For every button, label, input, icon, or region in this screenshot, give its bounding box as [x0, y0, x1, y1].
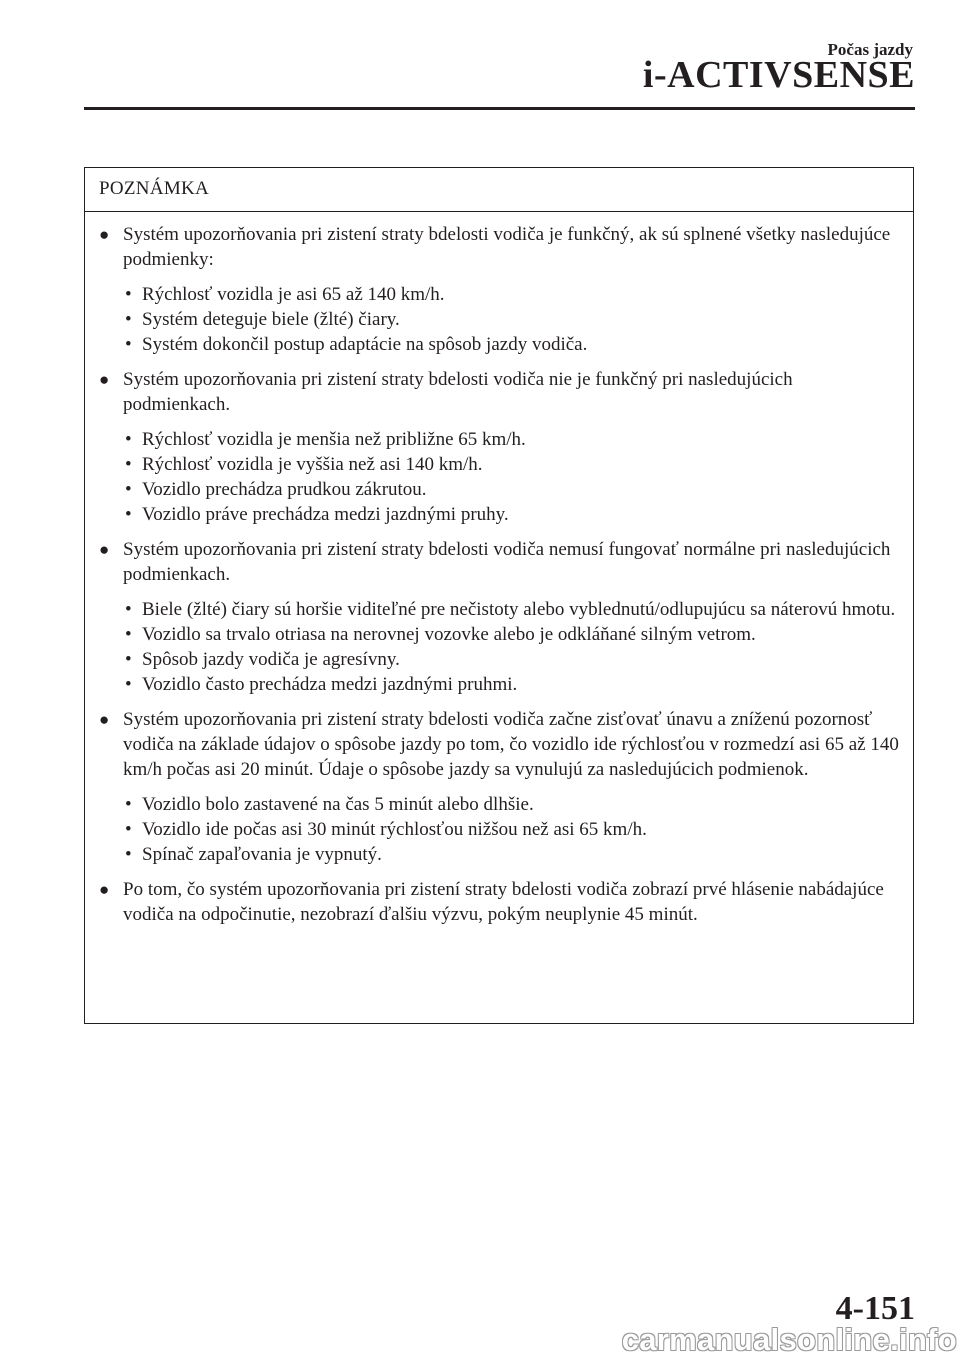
list-item-text: Spôsob jazdy vodiča je agresívny.	[142, 649, 400, 670]
note-heading: POZNÁMKA	[85, 168, 913, 212]
note-item	[99, 707, 899, 867]
bullet-dot-icon: •	[125, 819, 132, 840]
note-box	[84, 167, 914, 1024]
list-item-text: Rýchlosť vozidla je asi 65 až 140 km/h.	[142, 284, 445, 305]
list-item	[123, 792, 899, 817]
note-item-text: Systém upozorňovania pri zistení straty bdelosti vodiča je funkčný, ak sú splnené všetky nasledujúce podmienky:	[123, 224, 891, 270]
bullet-dot-icon: •	[125, 599, 132, 620]
bullet-dot-icon: •	[125, 429, 132, 450]
bullet-dot-icon: •	[125, 649, 132, 670]
list-item-text: Systém dokončil postup adaptácie na spôsob jazdy vodiča.	[142, 334, 588, 355]
list-item-text: Vozidlo bolo zastavené na čas 5 minút alebo dlhšie.	[142, 794, 534, 815]
list-item	[123, 332, 899, 357]
list-item-text: Systém deteguje biele (žlté) čiary.	[142, 309, 400, 330]
note-item-text: Systém upozorňovania pri zistení straty bdelosti vodiča nie je funkčný pri nasledujúcich podmienkach.	[123, 369, 793, 415]
list-item	[123, 817, 899, 842]
list-item-text: Rýchlosť vozidla je vyššia než asi 140 km/h.	[142, 454, 483, 475]
list-item	[123, 597, 899, 622]
note-body	[85, 212, 913, 927]
list-item	[123, 622, 899, 647]
section-title: Počas jazdy	[827, 40, 913, 59]
bullet-dot-icon: •	[125, 334, 132, 355]
note-item	[99, 222, 899, 357]
note-item-text: Po tom, čo systém upozorňovania pri zistení straty bdelosti vodiča zobrazí prvé hlásenie nabádajúce vodiča na odpočinutie, nezobrazí ďalšiu výzvu, pokým neuplynie 45 minút.	[123, 879, 884, 925]
chapter-title: i-ACTIVSENSE	[642, 54, 915, 96]
list-item	[123, 477, 899, 502]
note-item	[99, 877, 899, 927]
list-item	[123, 452, 899, 477]
list-item-text: Vozidlo sa trvalo otriasa na nerovnej vozovke alebo je odkláňané silným vetrom.	[142, 624, 756, 645]
bullet-icon: ●	[99, 370, 110, 389]
list-item	[123, 647, 899, 672]
bullet-dot-icon: •	[125, 794, 132, 815]
note-item	[99, 367, 899, 527]
bullet-icon: ●	[99, 540, 110, 559]
bullet-icon: ●	[99, 225, 110, 244]
sub-list	[123, 597, 899, 697]
list-item	[123, 307, 899, 332]
bullet-icon: ●	[99, 710, 110, 729]
list-item-text: Spínač zapaľovania je vypnutý.	[142, 844, 382, 865]
bullet-dot-icon: •	[125, 454, 132, 475]
list-item-text: Biele (žlté) čiary sú horšie viditeľné pre nečistoty alebo vyblednutú/odlupujúcu sa náterovú hmotu.	[142, 599, 896, 620]
list-item	[123, 502, 899, 527]
sub-list	[123, 792, 899, 867]
list-item-text: Vozidlo často prechádza medzi jazdnými pruhmi.	[142, 674, 518, 695]
bullet-dot-icon: •	[125, 624, 132, 645]
note-item-text: Systém upozorňovania pri zistení straty bdelosti vodiča nemusí fungovať normálne pri nasledujúcich podmienkach.	[123, 539, 891, 585]
bullet-dot-icon: •	[125, 504, 132, 525]
bullet-dot-icon: •	[125, 479, 132, 500]
bullet-dot-icon: •	[125, 309, 132, 330]
page-number: 4-151	[835, 1290, 915, 1327]
list-item-text: Vozidlo ide počas asi 30 minút rýchlosťou nižšou než asi 65 km/h.	[142, 819, 647, 840]
sub-list	[123, 282, 899, 357]
list-item	[123, 282, 899, 307]
bullet-dot-icon: •	[125, 674, 132, 695]
list-item	[123, 672, 899, 697]
note-item	[99, 537, 899, 697]
bullet-icon: ●	[99, 880, 110, 899]
watermark-logo: carmanualsonline.info	[621, 1322, 957, 1357]
bullet-dot-icon: •	[125, 284, 132, 305]
header-divider	[84, 107, 915, 110]
note-item-text: Systém upozorňovania pri zistení straty bdelosti vodiča začne zisťovať únavu a zníženú pozornosť vodiča na základe údajov o spôsobe jazdy po tom, čo vozidlo ide rýchlosťou v rozmedzí asi 65 až 140 km/h počas asi 20 minút. Údaje o spôsobe jazdy sa vynulujú za nasledujúcich podmienok.	[123, 709, 899, 780]
list-item-text: Vozidlo prechádza prudkou zákrutou.	[142, 479, 427, 500]
sub-list	[123, 427, 899, 527]
list-item	[123, 842, 899, 867]
list-item-text: Vozidlo práve prechádza medzi jazdnými pruhy.	[142, 504, 509, 525]
bullet-dot-icon: •	[125, 844, 132, 865]
list-item-text: Rýchlosť vozidla je menšia než približne 65 km/h.	[142, 429, 526, 450]
list-item	[123, 427, 899, 452]
